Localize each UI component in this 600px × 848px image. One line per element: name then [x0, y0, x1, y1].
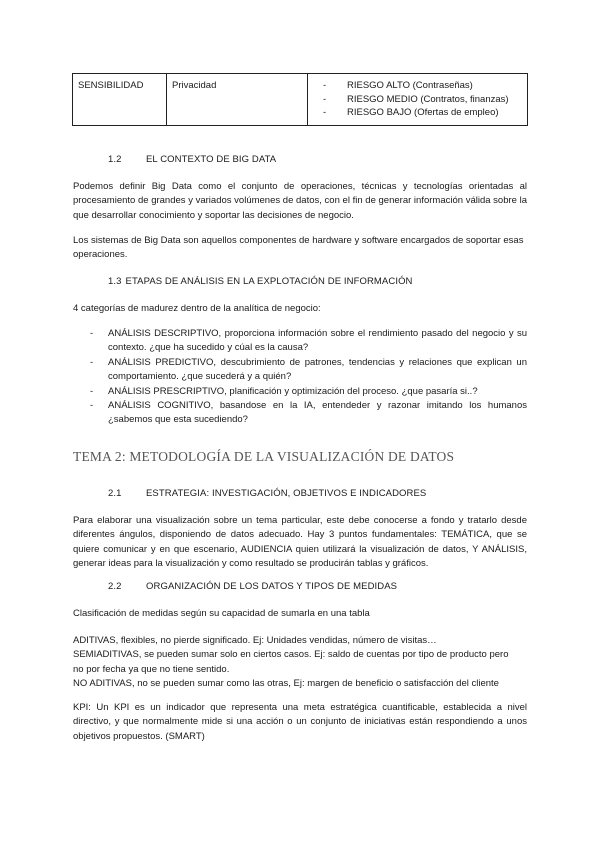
analysis-list — [90, 327, 527, 428]
list-item: - RIESGO ALTO (Contraseñas) — [323, 79, 522, 93]
section-title: ESTRATEGIA: INVESTIGACIÓN, OBJETIVOS E INDICADORES — [146, 488, 427, 499]
section-number: 2.1 — [108, 488, 122, 499]
paragraph-categories-intro: 4 categorías de madurez dentro de la analítica de negocio: — [73, 303, 321, 314]
table-cell-risks — [308, 74, 528, 126]
list-item: - RIESGO BAJO (Ofertas de empleo) — [323, 106, 522, 120]
risk-list — [313, 79, 522, 120]
section-number: 2.2 — [108, 581, 122, 592]
list-item: - ANÁLISIS COGNITIVO, basandose en la IA, entendeder y razonar imitando los humanos ¿sabemos que esta sucediendo? — [90, 399, 527, 428]
list-item: no por fecha ya que no tiene sentido. — [73, 663, 230, 675]
table-row — [73, 74, 528, 126]
paragraph-kpi: KPI: Un KPI es un indicador que representa una meta estratégica cuantificable, establecida a nivel directivo, y que normalmente mide si una acción o un conjunto de iniciativas están respondiendo a unos objetivos propuestos. (SMART) — [73, 702, 527, 742]
list-item: - ANÁLISIS PRESCRIPTIVO, planificación y optimización del proceso. ¿que pasaría si..? — [90, 385, 527, 399]
list-item: NO ADITIVAS, no se pueden sumar como las otras, Ej: margen de beneficio o satisfacción del cliente — [73, 678, 499, 690]
section-heading-2-2 — [108, 581, 397, 592]
measures-list — [73, 634, 527, 692]
section-title: EL CONTEXTO DE BIG DATA — [146, 154, 277, 165]
paragraph-strategy: Para elaborar una visualización sobre un tema particular, este debe conocerse a fondo y tratarlo desde diferentes ángulos, disponiendo de datos adecuado. Hay 3 puntos fundamentales: TEMÁTICA, que se quiere comunicar y en que escenario, AUDIENCIA quien utilizará la visualización de datos, Y ANÁLISIS, generar ideas para la visualización y como resultado se producirán tablas y gráficos. — [73, 515, 527, 570]
section-title: ETAPAS DE ANÁLISIS EN LA EXPLOTACIÓN DE INFORMACIÓN — [125, 276, 413, 287]
paragraph-measures-intro: Clasificación de medidas según su capacidad de sumarla en una tabla — [73, 608, 370, 619]
section-heading-1-2 — [108, 154, 276, 165]
list-item: - ANÁLISIS DESCRIPTIVO, proporciona información sobre el rendimiento pasado del negocio y su contexto. ¿que ha sucedido y cúal es la causa? — [90, 327, 527, 356]
paragraph-big-data-definition: Podemos definir Big Data como el conjunto de operaciones, técnicas y tecnologías orientadas al procesamiento de grandes y variados volúmenes de datos, con el fin de generar información válida sobre la que desarrollar conocimiento y soportar las decisiones de negocio. — [73, 181, 527, 221]
paragraph-big-data-systems: Los sistemas de Big Data son aquellos componentes de hardware y software encargados de soportar esas operaciones. — [73, 235, 524, 261]
section-heading-2-1 — [108, 488, 426, 499]
chapter-title: TEMA 2: METODOLOGÍA DE LA VISUALIZACIÓN DE DATOS — [73, 449, 455, 464]
list-item: - RIESGO MEDIO (Contratos, finanzas) — [323, 93, 522, 107]
sensitivity-table — [72, 73, 528, 126]
table-cell-category: SENSIBILIDAD — [73, 74, 167, 126]
list-item: SEMIADITIVAS, se pueden sumar solo en ciertos casos. Ej: saldo de cuentas por tipo de producto pero — [73, 649, 509, 661]
section-heading-1-3 — [108, 276, 413, 287]
section-number: 1.2 — [108, 154, 122, 165]
table-cell-type: Privacidad — [167, 74, 308, 126]
section-title: ORGANIZACIÓN DE LOS DATOS Y TIPOS DE MEDIDAS — [146, 581, 398, 592]
list-item: - ANÁLISIS PREDICTIVO, descubrimiento de patrones, tendencias y relaciones que explican un comportamiento. ¿que sucederá y a quién? — [90, 356, 527, 385]
list-item: ADITIVAS, flexibles, no pierde significado. Ej: Unidades vendidas, número de visitas… — [73, 635, 437, 646]
section-number: 1.3 — [108, 276, 122, 287]
